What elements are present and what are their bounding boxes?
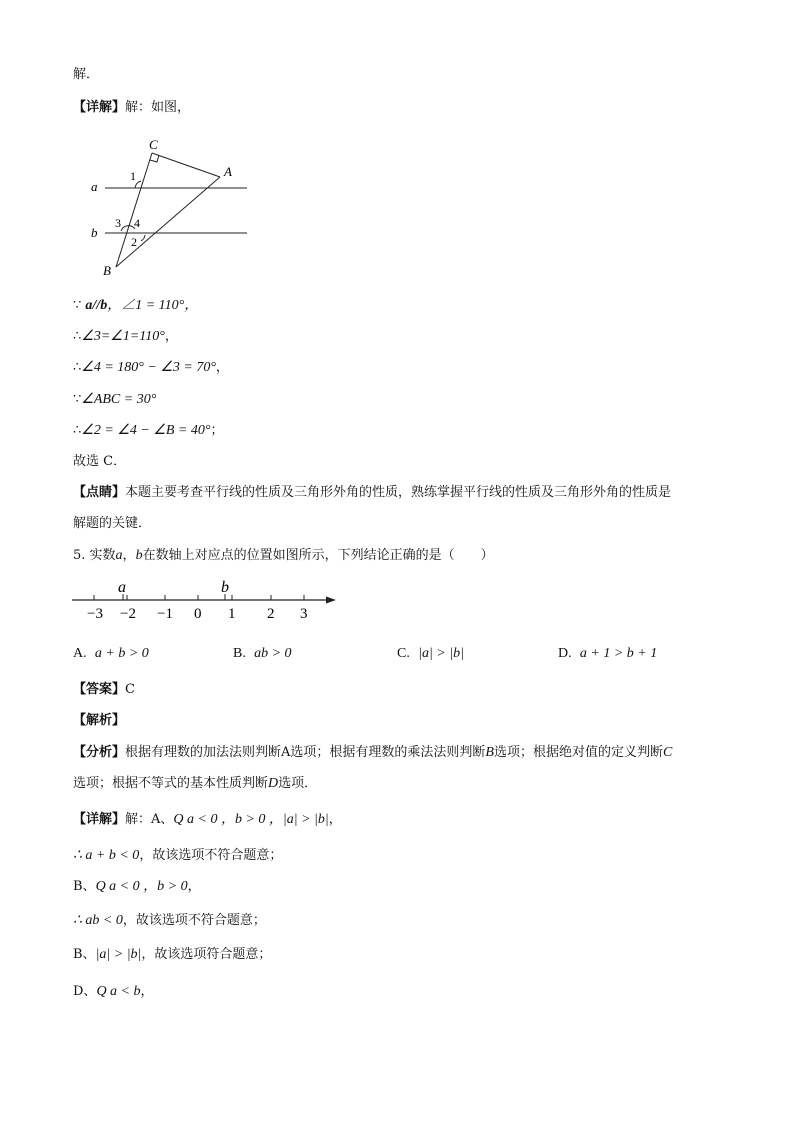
analysis-detail-label: 【分析】: [73, 745, 126, 760]
detail2-line-5: [73, 946, 271, 964]
label-C: C: [149, 137, 158, 152]
detail2-text: B、: [73, 947, 96, 962]
comment-label: 【点睛】: [73, 485, 126, 500]
detail2-line-1: [73, 811, 342, 829]
detail-line-1: [73, 99, 190, 117]
label-3: 3: [115, 216, 121, 230]
choice-line: 故选 C．: [73, 454, 127, 469]
detail2-math: Q a < 0 ，b > 0: [95, 879, 188, 894]
option-letter: D.: [558, 646, 572, 661]
detail2-text: 解：A、: [125, 812, 174, 827]
option-letter: C.: [397, 646, 410, 661]
analysis-text: 选项．: [278, 776, 318, 791]
letter-C: C: [662, 745, 673, 760]
triangle-parallel-lines-figure: [85, 135, 255, 280]
step-rest: ，∠1 = 110°，: [107, 298, 199, 313]
option-letter: A.: [73, 646, 87, 661]
tick-label: 0: [194, 606, 202, 622]
step-prefix: ∴: [73, 423, 82, 438]
step-4: [73, 391, 156, 409]
detail2-rest: ，: [140, 984, 154, 999]
step-prefix: ∴: [73, 360, 82, 375]
detail-text: 解：如图，: [125, 100, 191, 115]
detail2-line-6: [73, 983, 154, 1001]
step-math: ∠2 = ∠4 − ∠B = 40°: [81, 423, 211, 438]
option-expr: a + b > 0: [94, 646, 149, 661]
answer-line: [73, 681, 135, 699]
analysis-text: 选项；根据绝对值的定义判断: [493, 745, 663, 760]
label-2: 2: [131, 235, 137, 249]
detail2-math: Q a < 0 ，b > 0 ，|a| > |b|: [173, 812, 329, 827]
label-1: 1: [130, 169, 136, 183]
step-prefix: ∴: [73, 329, 82, 344]
option-C[interactable]: [397, 645, 464, 663]
var-a: a: [115, 548, 123, 563]
option-B[interactable]: [233, 645, 292, 663]
side-AB: [116, 177, 220, 267]
detail2-math: Q a < b: [96, 984, 141, 999]
step-3: [73, 359, 229, 377]
step-rest: ，: [215, 360, 229, 375]
detail2-text: B、: [73, 879, 96, 894]
question-number: 5. 实数: [73, 548, 116, 563]
label-A: A: [224, 164, 232, 179]
answer-value: C: [125, 682, 135, 697]
label-4: 4: [134, 216, 140, 230]
separator: ，: [122, 548, 136, 563]
tick-label: 1: [228, 606, 236, 622]
detail2-rest: ，故该选项符合题意；: [141, 947, 272, 962]
question-5-stem: [73, 547, 494, 565]
step-prefix: ∵: [73, 392, 82, 407]
step-prefix: ∵: [73, 298, 82, 313]
detail2-math: |a| > |b|: [95, 947, 142, 962]
answer-label: 【答案】: [73, 682, 126, 697]
option-expr: a + 1 > b + 1: [579, 646, 658, 661]
label-b: b: [91, 225, 98, 240]
analysis-text: 选项；根据不等式的基本性质判断: [73, 776, 269, 791]
option-letter: B.: [233, 646, 246, 661]
analysis-detail-line-2: [73, 775, 317, 793]
analysis-detail-line-1: [73, 744, 672, 762]
fragment-text: 解．: [73, 67, 100, 82]
step-math: ∠4 = 180° − ∠3 = 70°: [81, 360, 216, 375]
comment-text: 本题主要考查平行线的性质及三角形外角的性质，熟练掌握平行线的性质及三角形外角的性质是: [125, 485, 672, 500]
analysis-label: 【解析】: [73, 713, 126, 728]
analysis-text: 根据有理数的加法法则判断A选项；根据有理数的乘法法则判断: [125, 745, 486, 760]
step-math: a//b: [85, 298, 108, 313]
step-5: [73, 422, 223, 440]
detail2-math: ∴ ab < 0: [73, 913, 123, 928]
tick-label: −2: [120, 606, 136, 622]
step-1: [73, 297, 198, 315]
label-B: B: [103, 263, 111, 278]
detail2-line-3: [73, 878, 201, 896]
option-A[interactable]: [73, 645, 149, 663]
detail-label: 【详解】: [73, 100, 126, 115]
detail2-math: ∴ a + b < 0: [73, 848, 140, 863]
detail2-text: D、: [73, 984, 97, 999]
option-expr: ab > 0: [254, 646, 292, 661]
comment-line-1: [73, 484, 671, 502]
tick-label: −1: [157, 606, 173, 622]
detail2-line-4: [73, 912, 266, 930]
point-a-label: a: [118, 579, 126, 596]
label-a: a: [91, 179, 98, 194]
detail2-rest: ，: [328, 812, 342, 827]
angle-2-arc: [141, 235, 145, 241]
tick-label: 2: [267, 606, 275, 622]
step-math: ∠3=∠1=110°: [81, 329, 165, 344]
detail2-rest: ，: [187, 879, 201, 894]
tick-label: 3: [300, 606, 308, 622]
comment-line-2: 解题的关键．: [73, 516, 152, 531]
axis-arrow: [326, 597, 336, 604]
letter-B: B: [485, 745, 494, 760]
step-rest: ，: [164, 329, 178, 344]
letter-D: D: [268, 776, 279, 791]
detail2-rest: ，故该选项不符合题意；: [139, 848, 283, 863]
detail2-label: 【详解】: [73, 812, 126, 827]
step-rest: ；: [210, 423, 224, 438]
detail2-line-2: [73, 847, 282, 865]
analysis-heading: [73, 712, 125, 730]
detail2-rest: ，故该选项不符合题意；: [122, 913, 266, 928]
step-2: [73, 328, 178, 346]
number-line-figure: [68, 576, 343, 626]
question-stem-text: 在数轴上对应点的位置如图所示，下列结论正确的是（ ）: [142, 548, 494, 563]
option-D[interactable]: [558, 645, 657, 663]
tick-label: −3: [87, 606, 103, 622]
side-CA: [152, 153, 220, 177]
option-expr: |a| > |b|: [418, 646, 464, 661]
point-b-label: b: [221, 579, 229, 596]
step-math: ∠ABC = 30°: [81, 392, 157, 407]
var-b: b: [135, 548, 143, 563]
